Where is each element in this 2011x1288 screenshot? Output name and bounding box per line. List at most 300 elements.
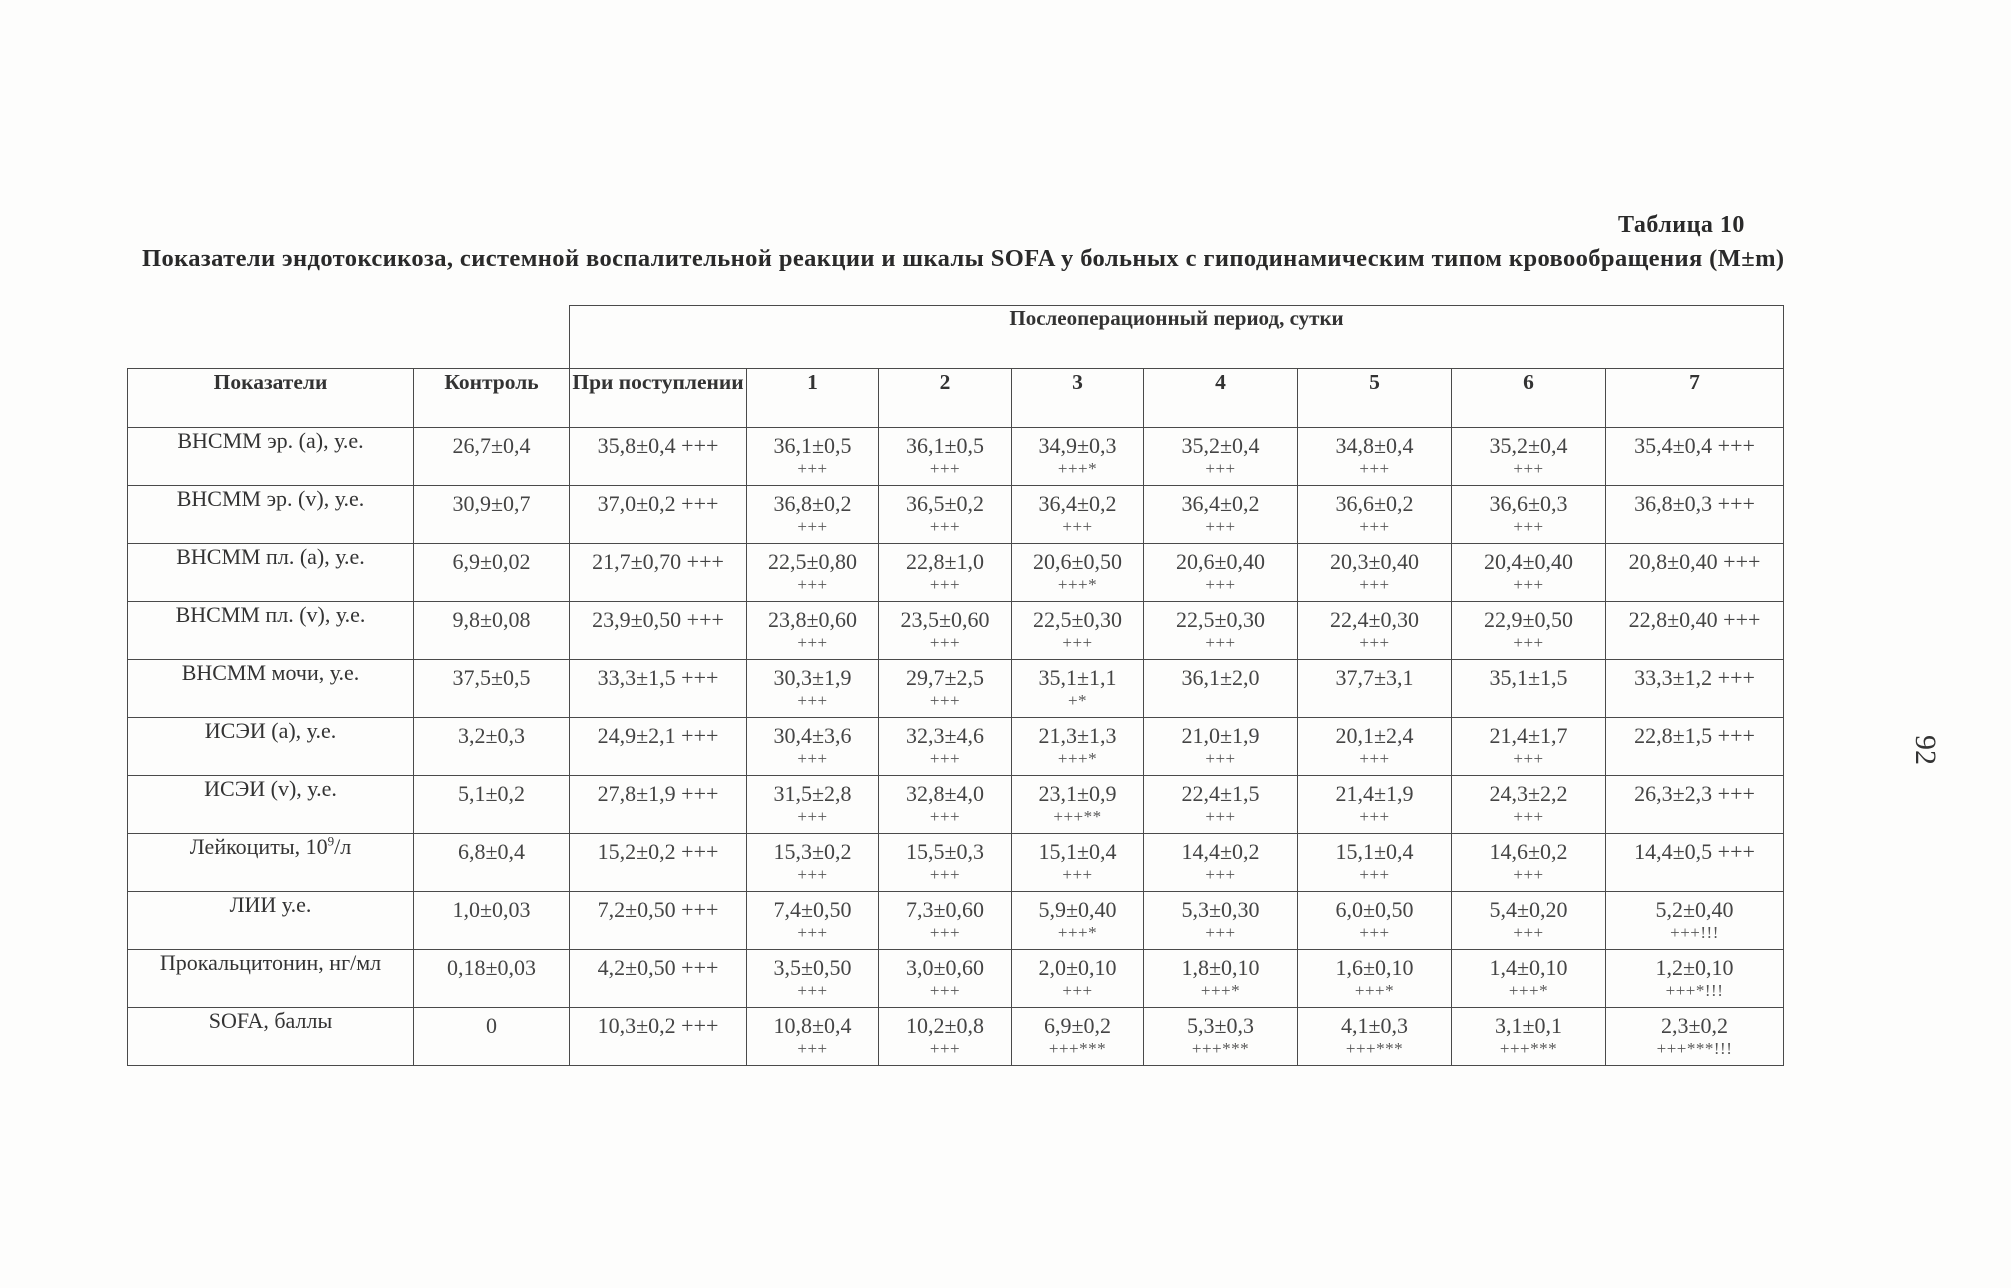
significance-marks: +++*	[1200, 981, 1241, 1000]
cell-value: 30,9±0,7	[452, 491, 531, 516]
day-cell	[747, 602, 879, 660]
indicator-label: Прокальцитонин, нг/мл	[159, 950, 382, 975]
day-cell	[1606, 660, 1784, 718]
control-cell	[414, 1008, 570, 1066]
significance-marks: +++	[1359, 749, 1390, 768]
col-header-day: 2	[879, 369, 1012, 428]
table-row	[128, 1008, 1784, 1066]
cell-value: 26,7±0,4	[452, 433, 531, 458]
significance-marks: +++	[1513, 807, 1544, 826]
indicator-label: ВНСММ эр. (а), у.е.	[177, 428, 364, 453]
significance-marks: +++	[1513, 865, 1544, 884]
row-indicator-name	[128, 428, 414, 486]
col-header-indicator: Показатели	[128, 369, 414, 428]
indicator-label: ЛИИ у.е.	[229, 892, 312, 917]
day-cell	[879, 776, 1012, 834]
significance-marks: +++	[1205, 749, 1236, 768]
day-cell	[747, 950, 879, 1008]
significance-marks: +++	[797, 517, 828, 536]
day-cell	[1298, 486, 1452, 544]
cell-value: 0,18±0,03	[446, 955, 537, 980]
table-row	[128, 776, 1784, 834]
day-cell	[1144, 486, 1298, 544]
cell-value: 23,9±0,50 +++	[592, 607, 724, 632]
significance-marks: +++*!!!	[1665, 981, 1724, 1000]
significance-marks: +++	[1062, 517, 1093, 536]
significance-marks: +++	[1513, 923, 1544, 942]
cell-value: 23,8±0,60	[767, 607, 858, 632]
day-cell	[1606, 428, 1784, 486]
significance-marks: +++	[1513, 575, 1544, 594]
cell-value: 20,6±0,40	[1175, 549, 1266, 574]
cell-value: 20,6±0,50	[1032, 549, 1123, 574]
row-indicator-name	[128, 1008, 414, 1066]
day-cell	[1298, 834, 1452, 892]
admission-cell	[570, 544, 747, 602]
day-cell	[1452, 1008, 1606, 1066]
day-cell	[747, 776, 879, 834]
table-row	[128, 892, 1784, 950]
day-cell	[1606, 776, 1784, 834]
day-cell	[1298, 892, 1452, 950]
day-cell	[879, 486, 1012, 544]
col-header-control: Контроль	[414, 369, 570, 428]
table-row	[128, 428, 1784, 486]
cell-value: 34,9±0,3	[1038, 433, 1117, 458]
cell-value: 15,3±0,2	[773, 839, 852, 864]
indicator-label: ИСЭИ (а), у.е.	[204, 718, 337, 743]
cell-value: 36,1±0,5	[773, 433, 852, 458]
indicator-label: ВНСММ пл. (v), у.е.	[175, 602, 366, 627]
cell-value: 20,8±0,40 +++	[1628, 549, 1761, 574]
day-cell	[1606, 950, 1784, 1008]
cell-value: 37,0±0,2 +++	[597, 491, 719, 516]
cell-value: 1,6±0,10	[1335, 955, 1414, 980]
day-cell	[1298, 718, 1452, 776]
cell-value: 21,0±1,9	[1181, 723, 1260, 748]
day-cell	[747, 428, 879, 486]
table-row	[128, 486, 1784, 544]
cell-value: 10,3±0,2 +++	[597, 1013, 719, 1038]
day-cell	[1606, 602, 1784, 660]
cell-value: 5,2±0,40	[1655, 897, 1734, 922]
row-indicator-name	[128, 950, 414, 1008]
day-cell	[1606, 834, 1784, 892]
row-indicator-name	[128, 602, 414, 660]
day-cell	[879, 1008, 1012, 1066]
row-indicator-name	[128, 660, 414, 718]
day-cell	[879, 602, 1012, 660]
cell-value: 35,4±0,4 +++	[1634, 433, 1755, 458]
cell-value: 35,2±0,4	[1489, 433, 1568, 458]
blank-corner	[128, 306, 570, 369]
cell-value: 7,2±0,50 +++	[597, 897, 719, 922]
control-cell	[414, 834, 570, 892]
cell-value: 21,4±1,9	[1335, 781, 1414, 806]
cell-value: 2,3±0,2	[1660, 1013, 1729, 1038]
day-cell	[1606, 544, 1784, 602]
day-cell	[747, 486, 879, 544]
day-cell	[1012, 1008, 1144, 1066]
col-header-day: 3	[1012, 369, 1144, 428]
cell-value: 22,8±1,5 +++	[1634, 723, 1755, 748]
indicator-label: ВНСММ эр. (v), у.е.	[176, 486, 365, 511]
significance-marks: +++	[1205, 807, 1236, 826]
day-cell	[1452, 834, 1606, 892]
day-cell	[1452, 602, 1606, 660]
significance-marks: +++	[1205, 517, 1236, 536]
significance-marks: +++	[1359, 517, 1390, 536]
indicator-unit: /л	[334, 834, 352, 859]
col-header-day: 4	[1144, 369, 1298, 428]
significance-marks: +++*	[1354, 981, 1395, 1000]
control-cell	[414, 428, 570, 486]
day-cell	[747, 834, 879, 892]
day-cell	[879, 544, 1012, 602]
day-cell	[1298, 950, 1452, 1008]
day-cell	[1012, 892, 1144, 950]
day-cell	[1012, 660, 1144, 718]
table-row	[128, 718, 1784, 776]
cell-value: 23,1±0,9	[1038, 781, 1117, 806]
significance-marks: +++	[1359, 633, 1390, 652]
significance-marks: +++	[1205, 575, 1236, 594]
cell-value: 3,0±0,60	[905, 955, 985, 980]
cell-value: 6,9±0,02	[452, 549, 531, 574]
cell-value: 36,1±2,0	[1181, 665, 1260, 690]
cell-value: 10,8±0,4	[773, 1013, 852, 1038]
cell-value: 15,1±0,4	[1335, 839, 1414, 864]
control-cell	[414, 660, 570, 718]
significance-marks: +++	[1205, 459, 1236, 478]
day-cell	[1012, 544, 1144, 602]
significance-marks: +++	[797, 749, 828, 768]
day-cell	[1012, 834, 1144, 892]
cell-value: 32,8±4,0	[905, 781, 985, 806]
cell-value: 5,3±0,3	[1186, 1013, 1255, 1038]
cell-value: 14,6±0,2	[1489, 839, 1568, 864]
col-header-day: 1	[747, 369, 879, 428]
cell-value: 22,5±0,30	[1175, 607, 1266, 632]
significance-marks: +++	[1062, 633, 1093, 652]
cell-value: 24,9±2,1 +++	[597, 723, 719, 748]
significance-marks: +++	[1062, 865, 1093, 884]
significance-marks: +++*	[1057, 923, 1098, 942]
cell-value: 22,5±0,30	[1032, 607, 1123, 632]
significance-marks: +++	[1359, 865, 1390, 884]
col-header-day: 5	[1298, 369, 1452, 428]
significance-marks: +++	[929, 517, 961, 536]
significance-marks: +++	[1205, 865, 1236, 884]
table-row	[128, 544, 1784, 602]
cell-value: 26,3±2,3 +++	[1634, 781, 1755, 806]
cell-value: 35,1±1,5	[1489, 665, 1568, 690]
cell-value: 1,2±0,10	[1655, 955, 1734, 980]
significance-marks: +++	[797, 923, 828, 942]
page-number: 92	[1909, 735, 1942, 765]
cell-value: 22,4±1,5	[1181, 781, 1260, 806]
cell-value: 37,5±0,5	[452, 665, 531, 690]
control-cell	[414, 892, 570, 950]
cell-value: 36,6±0,2	[1335, 491, 1414, 516]
cell-value: 3,5±0,50	[773, 955, 852, 980]
admission-cell	[570, 660, 747, 718]
day-cell	[747, 544, 879, 602]
significance-marks: +++	[929, 459, 961, 478]
day-cell	[1606, 1008, 1784, 1066]
significance-marks: +++	[1513, 633, 1544, 652]
day-cell	[1298, 602, 1452, 660]
control-cell	[414, 950, 570, 1008]
cell-value: 35,2±0,4	[1181, 433, 1260, 458]
cell-value: 22,5±0,80	[767, 549, 858, 574]
cell-value: 5,1±0,2	[457, 781, 526, 806]
day-cell	[1144, 718, 1298, 776]
significance-marks: +++	[797, 807, 828, 826]
day-cell	[1298, 660, 1452, 718]
significance-marks: +++	[797, 981, 828, 1000]
cell-value: 3,1±0,1	[1494, 1013, 1563, 1038]
day-cell	[1144, 892, 1298, 950]
cell-value: 36,8±0,2	[773, 491, 852, 516]
cell-value: 27,8±1,9 +++	[597, 781, 719, 806]
cell-value: 22,4±0,30	[1329, 607, 1420, 632]
cell-value: 3,2±0,3	[457, 723, 526, 748]
day-cell	[1144, 950, 1298, 1008]
row-indicator-name	[128, 892, 414, 950]
cell-value: 37,7±3,1	[1335, 665, 1414, 690]
significance-marks: +++	[1359, 807, 1390, 826]
cell-value: 6,0±0,50	[1335, 897, 1414, 922]
cell-value: 30,3±1,9	[773, 665, 852, 690]
day-cell	[1012, 602, 1144, 660]
cell-value: 34,8±0,4	[1335, 433, 1414, 458]
day-cell	[747, 660, 879, 718]
cell-value: 35,1±1,1	[1038, 665, 1117, 690]
cell-value: 5,9±0,40	[1038, 897, 1117, 922]
admission-cell	[570, 834, 747, 892]
day-cell	[1298, 428, 1452, 486]
significance-marks: +++	[797, 691, 828, 710]
cell-value: 29,7±2,5	[905, 665, 985, 690]
indicator-superscript: 9	[327, 833, 335, 849]
day-cell	[1452, 486, 1606, 544]
significance-marks: +++	[929, 981, 961, 1000]
significance-marks: +++	[1359, 575, 1390, 594]
indicator-label: SOFA, баллы	[208, 1008, 333, 1033]
table-label: Таблица 10	[1618, 212, 1745, 238]
cell-value: 15,2±0,2 +++	[597, 839, 719, 864]
cell-value: 36,8±0,3 +++	[1634, 491, 1755, 516]
cell-value: 1,8±0,10	[1181, 955, 1260, 980]
cell-value: 36,1±0,5	[905, 433, 985, 458]
significance-marks: +++	[929, 1039, 961, 1058]
row-indicator-name	[128, 544, 414, 602]
cell-value: 30,4±3,6	[773, 723, 852, 748]
day-cell	[1298, 544, 1452, 602]
control-cell	[414, 544, 570, 602]
day-cell	[1012, 486, 1144, 544]
admission-cell	[570, 602, 747, 660]
significance-marks: +++	[929, 575, 961, 594]
significance-marks: +++	[929, 865, 961, 884]
cell-value: 20,1±2,4	[1335, 723, 1414, 748]
significance-marks: +++	[1513, 459, 1544, 478]
significance-marks: +++***	[1191, 1039, 1250, 1058]
day-cell	[747, 718, 879, 776]
cell-value: 33,3±1,5 +++	[597, 665, 719, 690]
significance-marks: +++	[929, 633, 961, 652]
significance-marks: +++	[797, 575, 828, 594]
day-cell	[879, 428, 1012, 486]
significance-marks: +++	[929, 807, 961, 826]
cell-value: 1,0±0,03	[452, 897, 531, 922]
row-indicator-name	[128, 718, 414, 776]
day-cell	[1012, 776, 1144, 834]
cell-value: 33,3±1,2 +++	[1634, 665, 1755, 690]
row-indicator-name	[128, 486, 414, 544]
cell-value: 5,4±0,20	[1489, 897, 1568, 922]
day-cell	[1452, 776, 1606, 834]
day-cell	[1298, 1008, 1452, 1066]
cell-value: 36,6±0,3	[1489, 491, 1568, 516]
cell-value: 32,3±4,6	[905, 723, 985, 748]
significance-marks: +++***	[1048, 1039, 1107, 1058]
significance-marks: +++***	[1345, 1039, 1404, 1058]
period-group-header: Послеоперационный период, сутки	[570, 306, 1784, 369]
admission-cell	[570, 892, 747, 950]
significance-marks: +++	[1513, 517, 1544, 536]
admission-cell	[570, 718, 747, 776]
significance-marks: +++	[1513, 749, 1544, 768]
cell-value: 15,1±0,4	[1038, 839, 1117, 864]
cell-value: 35,8±0,4 +++	[597, 433, 719, 458]
cell-value: 36,4±0,2	[1038, 491, 1117, 516]
significance-marks: +++	[797, 459, 828, 478]
table-row	[128, 834, 1784, 892]
day-cell	[879, 660, 1012, 718]
cell-value: 14,4±0,2	[1181, 839, 1260, 864]
significance-marks: +++	[1359, 459, 1390, 478]
cell-value: 36,5±0,2	[905, 491, 985, 516]
significance-marks: +++*	[1508, 981, 1549, 1000]
significance-marks: +*	[1067, 691, 1088, 710]
significance-marks: +++	[1205, 633, 1236, 652]
day-cell	[1012, 950, 1144, 1008]
day-cell	[1452, 660, 1606, 718]
cell-value: 36,4±0,2	[1181, 491, 1260, 516]
cell-value: 24,3±2,2	[1489, 781, 1568, 806]
cell-value: 31,5±2,8	[773, 781, 852, 806]
col-header-day: 6	[1452, 369, 1606, 428]
indicator-label: Лейкоциты, 10	[189, 834, 328, 859]
indicator-label: ВНСММ пл. (а), у.е.	[176, 544, 365, 569]
admission-cell	[570, 486, 747, 544]
day-cell	[747, 1008, 879, 1066]
table-title: Показатели эндотоксикоза, системной воспалительной реакции и шкалы SOFA у больных с гиподинамическим типом кровообращения (М±m)	[142, 245, 1785, 272]
day-cell	[1452, 892, 1606, 950]
cell-value: 22,9±0,50	[1483, 607, 1574, 632]
day-cell	[1452, 950, 1606, 1008]
col-header-admission: При поступлении	[570, 369, 747, 428]
cell-value: 6,8±0,4	[457, 839, 526, 864]
day-cell	[1452, 428, 1606, 486]
day-cell	[1452, 544, 1606, 602]
day-cell	[1298, 776, 1452, 834]
significance-marks: +++	[1205, 923, 1236, 942]
significance-marks: +++*	[1057, 575, 1098, 594]
significance-marks: +++	[797, 633, 828, 652]
day-cell	[1144, 776, 1298, 834]
significance-marks: +++!!!	[1670, 923, 1719, 942]
data-table	[127, 305, 1784, 1066]
day-cell	[1012, 428, 1144, 486]
control-cell	[414, 718, 570, 776]
day-cell	[1452, 718, 1606, 776]
day-cell	[1606, 892, 1784, 950]
cell-value: 21,3±1,3	[1038, 723, 1117, 748]
day-cell	[1606, 486, 1784, 544]
col-header-day: 7	[1606, 369, 1784, 428]
significance-marks: +++	[929, 923, 961, 942]
day-cell	[1144, 544, 1298, 602]
significance-marks: +++	[1359, 923, 1390, 942]
day-cell	[1144, 602, 1298, 660]
cell-value: 7,3±0,60	[905, 897, 985, 922]
significance-marks: +++	[929, 691, 961, 710]
significance-marks: +++*	[1057, 749, 1098, 768]
significance-marks: +++**	[1053, 807, 1102, 826]
row-indicator-name	[128, 834, 414, 892]
cell-value: 23,5±0,60	[900, 607, 990, 632]
cell-value: 21,4±1,7	[1489, 723, 1568, 748]
admission-cell	[570, 428, 747, 486]
cell-value: 0	[486, 1013, 497, 1038]
table-row	[128, 660, 1784, 718]
cell-value: 2,0±0,10	[1038, 955, 1117, 980]
cell-value: 15,5±0,3	[905, 839, 985, 864]
significance-marks: +++	[797, 1039, 828, 1058]
day-cell	[1606, 718, 1784, 776]
significance-marks: +++***	[1499, 1039, 1558, 1058]
day-cell	[879, 718, 1012, 776]
significance-marks: +++	[929, 749, 961, 768]
day-cell	[879, 950, 1012, 1008]
significance-marks: +++*	[1057, 459, 1098, 478]
cell-value: 20,3±0,40	[1329, 549, 1420, 574]
day-cell	[1144, 428, 1298, 486]
day-cell	[879, 834, 1012, 892]
admission-cell	[570, 1008, 747, 1066]
significance-marks: +++***!!!	[1656, 1039, 1733, 1058]
table-row	[128, 602, 1784, 660]
cell-value: 22,8±0,40 +++	[1628, 607, 1761, 632]
day-cell	[1012, 718, 1144, 776]
day-cell	[1144, 660, 1298, 718]
indicator-label: ВНСММ мочи, у.е.	[181, 660, 360, 685]
control-cell	[414, 602, 570, 660]
significance-marks: +++	[797, 865, 828, 884]
day-cell	[1144, 834, 1298, 892]
cell-value: 1,4±0,10	[1489, 955, 1568, 980]
cell-value: 20,4±0,40	[1483, 549, 1574, 574]
admission-cell	[570, 776, 747, 834]
cell-value: 7,4±0,50	[773, 897, 852, 922]
cell-value: 4,1±0,3	[1340, 1013, 1409, 1038]
cell-value: 9,8±0,08	[452, 607, 531, 632]
row-indicator-name	[128, 776, 414, 834]
cell-value: 4,2±0,50 +++	[597, 955, 719, 980]
